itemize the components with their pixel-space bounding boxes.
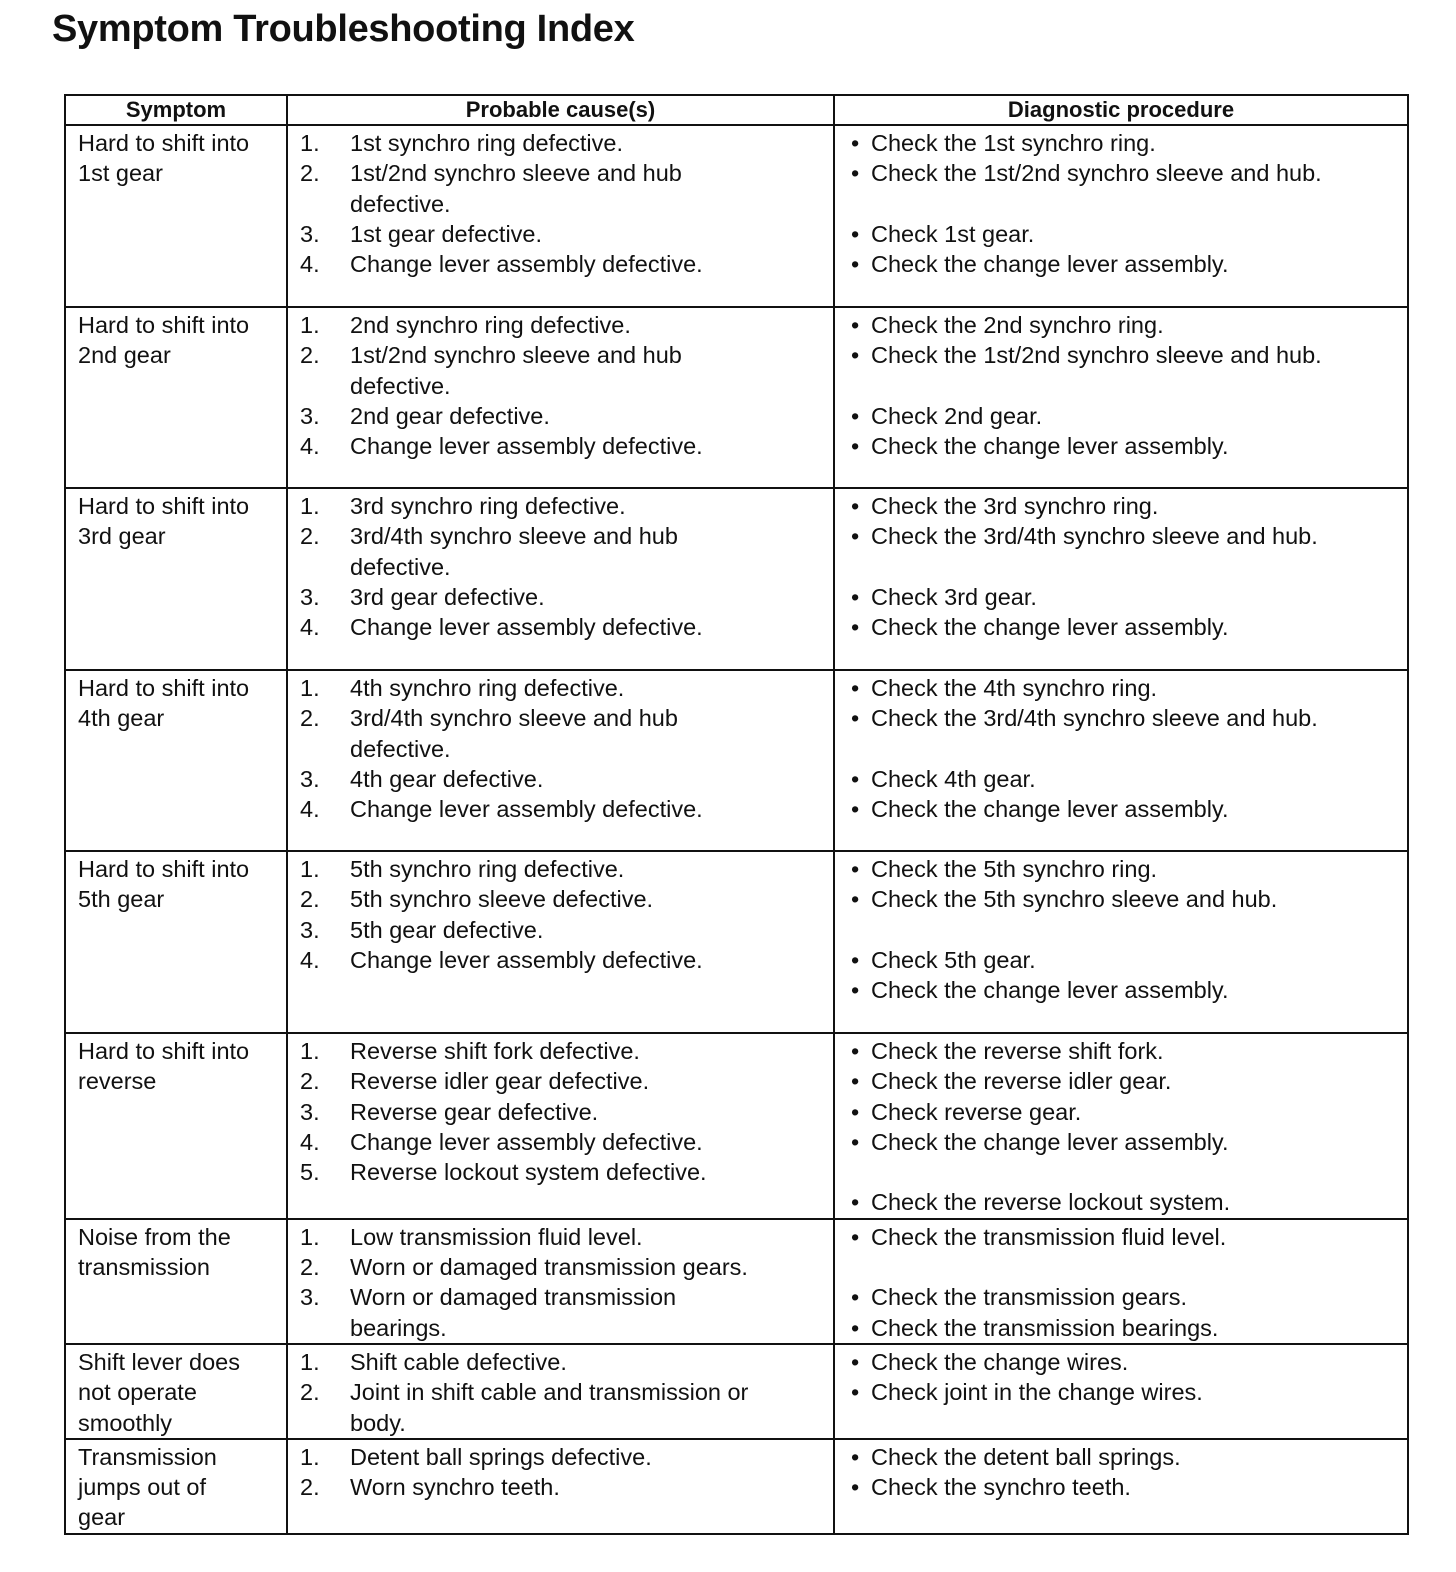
diagnostic-text: Check the reverse lockout system. <box>871 1189 1231 1216</box>
bullet-icon: • <box>851 977 860 1004</box>
diagnostic-item <box>835 1157 1407 1187</box>
diagnostic-item <box>835 431 1407 461</box>
cause-text: 3rd gear defective. <box>350 583 545 610</box>
probable-causes-cell <box>287 1219 834 1344</box>
cause-text: Reverse idler gear defective. <box>350 1068 650 1095</box>
diagnostic-text <box>871 189 1407 219</box>
cause-number <box>288 1408 350 1438</box>
cause-number: 1. <box>300 1348 320 1375</box>
diagnostic-item <box>835 734 1407 764</box>
symptom-cell: Hard to shift into 1st gear <box>65 125 287 307</box>
cause-text: 3rd/4th synchro sleeve and hub <box>350 705 678 732</box>
cause-text: 2nd gear defective. <box>350 402 550 429</box>
cause-number: 2. <box>300 705 320 732</box>
cause-text: 5th synchro sleeve defective. <box>350 886 654 913</box>
bullet-icon: • <box>851 342 860 369</box>
symptom-cell: Hard to shift into 5th gear <box>65 851 287 1033</box>
bullet-icon: • <box>851 1443 860 1470</box>
cause-item <box>288 219 833 249</box>
cause-text: Reverse lockout system defective. <box>350 1159 707 1186</box>
symptom-cell: Hard to shift into 3rd gear <box>65 488 287 670</box>
cause-text: Change lever assembly defective. <box>350 433 703 460</box>
cause-item <box>288 1097 833 1127</box>
diagnostic-item <box>835 1377 1407 1407</box>
symptom-cell: Hard to shift into 2nd gear <box>65 307 287 488</box>
bullet-icon: • <box>851 1098 860 1125</box>
bullet-icon <box>835 1157 871 1187</box>
diagnostic-item <box>835 1066 1407 1096</box>
diagnostic-item <box>835 128 1407 158</box>
cause-number: 3. <box>300 765 320 792</box>
probable-causes-cell <box>287 488 834 670</box>
cause-item <box>288 340 833 370</box>
diagnostic-text: Check 1st gear. <box>871 220 1035 247</box>
bullet-icon: • <box>851 1379 860 1406</box>
diagnostic-text <box>871 552 1407 582</box>
bullet-icon: • <box>851 796 860 823</box>
page-title: Symptom Troubleshooting Index <box>52 8 635 50</box>
cause-text: Detent ball springs defective. <box>350 1443 652 1470</box>
table-row <box>65 1033 1408 1219</box>
cause-item <box>288 552 833 582</box>
cause-item <box>288 249 833 279</box>
bullet-icon: • <box>851 1284 860 1311</box>
bullet-icon: • <box>851 946 860 973</box>
diagnostic-item <box>835 612 1407 642</box>
cause-number: 2. <box>300 1068 320 1095</box>
cause-item <box>288 854 833 884</box>
bullet-icon: • <box>851 765 860 792</box>
cause-item <box>288 915 833 945</box>
diagnostic-item <box>835 975 1407 1005</box>
diagnostic-text: Check the detent ball springs. <box>871 1443 1181 1470</box>
diagnostic-text: Check the change lever assembly. <box>871 251 1229 278</box>
cause-text: Joint in shift cable and transmission or <box>350 1379 749 1406</box>
diagnostic-item <box>835 340 1407 370</box>
cause-item <box>288 1222 833 1252</box>
diagnostic-text: Check the change lever assembly. <box>871 1128 1229 1155</box>
diagnostic-item <box>835 371 1407 401</box>
cause-item <box>288 431 833 461</box>
symptom-cell: Noise from the transmission <box>65 1219 287 1344</box>
diagnostic-item <box>835 310 1407 340</box>
cause-item <box>288 1442 833 1472</box>
diagnostic-item <box>835 1036 1407 1066</box>
cause-number <box>288 734 350 764</box>
cause-item <box>288 612 833 642</box>
cause-text: defective. <box>350 735 451 762</box>
cause-text: 1st synchro ring defective. <box>350 130 623 156</box>
cause-number: 2. <box>300 342 320 369</box>
cause-text: 3rd/4th synchro sleeve and hub <box>350 523 678 550</box>
cause-text: Reverse shift fork defective. <box>350 1038 640 1064</box>
header-probable-causes: Probable cause(s) <box>287 95 834 125</box>
diagnostic-procedure-cell <box>834 307 1408 488</box>
diagnostic-procedure-cell <box>834 1033 1408 1219</box>
diagnostic-text: Check the change lever assembly. <box>871 977 1229 1004</box>
cause-text: 4th gear defective. <box>350 765 544 792</box>
bullet-icon: • <box>851 705 860 732</box>
diagnostic-procedure-cell <box>834 125 1408 307</box>
cause-number: 2. <box>300 1254 320 1281</box>
bullet-icon: • <box>851 160 860 187</box>
diagnostic-text: Check the 3rd synchro ring. <box>871 493 1159 519</box>
diagnostic-procedure-cell <box>834 1344 1408 1439</box>
probable-causes-cell <box>287 670 834 851</box>
cause-text: Change lever assembly defective. <box>350 251 703 278</box>
cause-text: Change lever assembly defective. <box>350 796 703 823</box>
bullet-icon: • <box>851 1314 860 1341</box>
diagnostic-text <box>871 1157 1407 1187</box>
diagnostic-procedure-cell <box>834 1439 1408 1534</box>
probable-causes-cell <box>287 1439 834 1534</box>
cause-text: 1st gear defective. <box>350 220 543 247</box>
diagnostic-item <box>835 945 1407 975</box>
diagnostic-item <box>835 854 1407 884</box>
cause-number <box>288 1313 350 1343</box>
bullet-icon: • <box>851 1068 860 1095</box>
table-row <box>65 125 1408 307</box>
bullet-icon <box>835 189 871 219</box>
cause-text: 4th synchro ring defective. <box>350 675 625 701</box>
cause-number <box>288 371 350 401</box>
diagnostic-text: Check the 3rd/4th synchro sleeve and hub. <box>871 705 1318 732</box>
diagnostic-text: Check 2nd gear. <box>871 402 1043 429</box>
cause-number: 1. <box>300 312 320 338</box>
cause-item <box>288 582 833 612</box>
cause-number: 4. <box>300 614 320 641</box>
diagnostic-item <box>835 673 1407 703</box>
diagnostic-item <box>835 764 1407 794</box>
cause-text: defective. <box>350 372 451 399</box>
bullet-icon: • <box>851 675 860 701</box>
cause-number: 3. <box>300 1284 320 1311</box>
cause-item <box>288 401 833 431</box>
diagnostic-text: Check the reverse idler gear. <box>871 1068 1172 1095</box>
diagnostic-text: Check the 1st/2nd synchro sleeve and hub. <box>871 160 1322 187</box>
cause-text: Shift cable defective. <box>350 1348 567 1375</box>
cause-text: bearings. <box>350 1314 447 1341</box>
cause-item <box>288 128 833 158</box>
cause-number: 4. <box>300 796 320 823</box>
cause-number: 2. <box>300 1474 320 1501</box>
bullet-icon: • <box>851 220 860 247</box>
cause-item <box>288 310 833 340</box>
bullet-icon: • <box>851 1474 860 1501</box>
cause-item <box>288 1282 833 1312</box>
cause-item <box>288 158 833 188</box>
diagnostic-text: Check the change lever assembly. <box>871 433 1229 460</box>
diagnostic-item <box>835 1097 1407 1127</box>
diagnostic-text: Check 4th gear. <box>871 765 1036 792</box>
cause-number: 1. <box>300 675 320 701</box>
diagnostic-text: Check the reverse shift fork. <box>871 1038 1164 1064</box>
cause-text: 1st/2nd synchro sleeve and hub <box>350 342 682 369</box>
bullet-icon: • <box>851 583 860 610</box>
probable-causes-cell <box>287 851 834 1033</box>
bullet-icon <box>835 915 871 945</box>
cause-number: 1. <box>300 1223 320 1250</box>
diagnostic-text: Check the 3rd/4th synchro sleeve and hub. <box>871 523 1318 550</box>
cause-text: Change lever assembly defective. <box>350 614 703 641</box>
cause-text: 3rd synchro ring defective. <box>350 493 626 519</box>
diagnostic-item <box>835 884 1407 914</box>
cause-item <box>288 1036 833 1066</box>
diagnostic-item <box>835 401 1407 431</box>
diagnostic-procedure-cell <box>834 670 1408 851</box>
diagnostic-item <box>835 521 1407 551</box>
diagnostic-item <box>835 552 1407 582</box>
cause-number: 3. <box>300 1098 320 1125</box>
cause-number: 2. <box>300 1379 320 1406</box>
bullet-icon: • <box>851 523 860 550</box>
cause-number: 3. <box>300 916 320 943</box>
bullet-icon: • <box>851 856 860 882</box>
cause-item <box>288 1377 833 1407</box>
cause-item <box>288 794 833 824</box>
diagnostic-text: Check the synchro teeth. <box>871 1474 1131 1501</box>
bullet-icon: • <box>851 1223 860 1250</box>
table-row <box>65 307 1408 488</box>
diagnostic-item <box>835 219 1407 249</box>
bullet-icon: • <box>851 1348 860 1375</box>
cause-item <box>288 884 833 914</box>
cause-number: 4. <box>300 433 320 460</box>
cause-text: Worn synchro teeth. <box>350 1474 560 1501</box>
symptom-cell: Hard to shift into 4th gear <box>65 670 287 851</box>
cause-text: body. <box>350 1409 406 1436</box>
diagnostic-item <box>835 703 1407 733</box>
cause-text: Low transmission fluid level. <box>350 1223 643 1250</box>
diagnostic-item <box>835 794 1407 824</box>
bullet-icon <box>835 1252 871 1282</box>
cause-item <box>288 1252 833 1282</box>
diagnostic-text <box>871 1252 1407 1282</box>
cause-text: Reverse gear defective. <box>350 1098 599 1125</box>
table-row <box>65 1439 1408 1534</box>
troubleshooting-table <box>64 94 1409 1535</box>
cause-text: 1st/2nd synchro sleeve and hub <box>350 160 682 187</box>
cause-text: 2nd synchro ring defective. <box>350 312 631 338</box>
cause-item <box>288 734 833 764</box>
cause-item <box>288 1472 833 1502</box>
cause-number: 1. <box>300 1443 320 1470</box>
cause-text: Change lever assembly defective. <box>350 1128 703 1155</box>
diagnostic-text: Check the transmission gears. <box>871 1284 1188 1311</box>
diagnostic-text: Check the 5th synchro sleeve and hub. <box>871 886 1278 913</box>
cause-item <box>288 1347 833 1377</box>
bullet-icon: • <box>851 614 860 641</box>
cause-number: 3. <box>300 402 320 429</box>
symptom-cell: Shift lever does not operate smoothly <box>65 1344 287 1439</box>
cause-number: 1. <box>300 1038 320 1064</box>
diagnostic-item <box>835 1127 1407 1157</box>
diagnostic-text <box>871 915 1407 945</box>
bullet-icon: • <box>851 130 860 156</box>
cause-number: 2. <box>300 523 320 550</box>
diagnostic-text: Check the 1st synchro ring. <box>871 130 1156 156</box>
diagnostic-text: Check joint in the change wires. <box>871 1379 1203 1406</box>
diagnostic-item <box>835 1282 1407 1312</box>
cause-number <box>288 552 350 582</box>
diagnostic-text: Check the transmission fluid level. <box>871 1223 1227 1250</box>
cause-number: 2. <box>300 160 320 187</box>
bullet-icon: • <box>851 886 860 913</box>
diagnostic-text: Check the change wires. <box>871 1348 1129 1375</box>
table-header-row <box>65 95 1408 125</box>
bullet-icon <box>835 371 871 401</box>
diagnostic-text: Check reverse gear. <box>871 1098 1082 1125</box>
diagnostic-item <box>835 249 1407 279</box>
cause-number: 4. <box>300 251 320 278</box>
header-symptom: Symptom <box>65 95 287 125</box>
cause-number: 5. <box>300 1159 320 1186</box>
bullet-icon: • <box>851 1038 860 1064</box>
bullet-icon: • <box>851 251 860 278</box>
bullet-icon: • <box>851 1128 860 1155</box>
diagnostic-procedure-cell <box>834 488 1408 670</box>
diagnostic-text: Check 5th gear. <box>871 946 1036 973</box>
probable-causes-cell <box>287 125 834 307</box>
cause-item <box>288 521 833 551</box>
cause-item <box>288 1408 833 1438</box>
cause-item <box>288 1127 833 1157</box>
cause-item <box>288 371 833 401</box>
table-row <box>65 670 1408 851</box>
diagnostic-item <box>835 491 1407 521</box>
cause-number: 4. <box>300 1128 320 1155</box>
symptom-cell: Hard to shift into reverse <box>65 1033 287 1219</box>
cause-number: 3. <box>300 220 320 247</box>
table-row <box>65 488 1408 670</box>
table-body <box>65 125 1408 1534</box>
bullet-icon: • <box>851 493 860 519</box>
cause-item <box>288 1313 833 1343</box>
diagnostic-text: Check the 2nd synchro ring. <box>871 312 1164 338</box>
cause-text: 5th synchro ring defective. <box>350 856 625 882</box>
bullet-icon: • <box>851 1189 860 1216</box>
diagnostic-text <box>871 734 1407 764</box>
diagnostic-text: Check 3rd gear. <box>871 583 1037 610</box>
diagnostic-item <box>835 582 1407 612</box>
diagnostic-text: Check the transmission bearings. <box>871 1314 1219 1341</box>
diagnostic-item <box>835 1222 1407 1252</box>
cause-item <box>288 764 833 794</box>
diagnostic-item <box>835 1187 1407 1217</box>
cause-item <box>288 491 833 521</box>
cause-text: Worn or damaged transmission gears. <box>350 1254 748 1281</box>
cause-text: defective. <box>350 553 451 580</box>
diagnostic-item <box>835 915 1407 945</box>
cause-item <box>288 945 833 975</box>
cause-text: 5th gear defective. <box>350 916 544 943</box>
bullet-icon: • <box>851 433 860 460</box>
diagnostic-item <box>835 1472 1407 1502</box>
diagnostic-text: Check the 1st/2nd synchro sleeve and hub. <box>871 342 1322 369</box>
diagnostic-text: Check the change lever assembly. <box>871 796 1229 823</box>
bullet-icon <box>835 734 871 764</box>
bullet-icon: • <box>851 402 860 429</box>
diagnostic-item <box>835 1313 1407 1343</box>
cause-item <box>288 673 833 703</box>
diagnostic-procedure-cell <box>834 851 1408 1033</box>
diagnostic-item <box>835 189 1407 219</box>
probable-causes-cell <box>287 1344 834 1439</box>
diagnostic-text: Check the 5th synchro ring. <box>871 856 1158 882</box>
cause-item <box>288 703 833 733</box>
table-row <box>65 1219 1408 1344</box>
diagnostic-item <box>835 1252 1407 1282</box>
cause-number: 1. <box>300 493 320 519</box>
cause-number: 2. <box>300 886 320 913</box>
diagnostic-text <box>871 371 1407 401</box>
cause-number: 4. <box>300 946 320 973</box>
symptom-cell: Transmission jumps out of gear <box>65 1439 287 1534</box>
cause-item <box>288 189 833 219</box>
cause-item <box>288 1066 833 1096</box>
cause-number <box>288 189 350 219</box>
diagnostic-item <box>835 1442 1407 1472</box>
bullet-icon <box>835 552 871 582</box>
bullet-icon: • <box>851 312 860 338</box>
cause-number: 3. <box>300 583 320 610</box>
diagnostic-text: Check the 4th synchro ring. <box>871 675 1158 701</box>
diagnostic-procedure-cell <box>834 1219 1408 1344</box>
header-diagnostic-procedure: Diagnostic procedure <box>834 95 1408 125</box>
cause-text: defective. <box>350 190 451 217</box>
diagnostic-item <box>835 158 1407 188</box>
cause-item <box>288 1157 833 1187</box>
cause-text: Change lever assembly defective. <box>350 946 703 973</box>
probable-causes-cell <box>287 307 834 488</box>
probable-causes-cell <box>287 1033 834 1219</box>
cause-number: 1. <box>300 856 320 882</box>
table-row <box>65 1344 1408 1439</box>
diagnostic-item <box>835 1347 1407 1377</box>
table-row <box>65 851 1408 1033</box>
diagnostic-text: Check the change lever assembly. <box>871 614 1229 641</box>
cause-text: Worn or damaged transmission <box>350 1284 677 1311</box>
cause-number: 1. <box>300 130 320 156</box>
